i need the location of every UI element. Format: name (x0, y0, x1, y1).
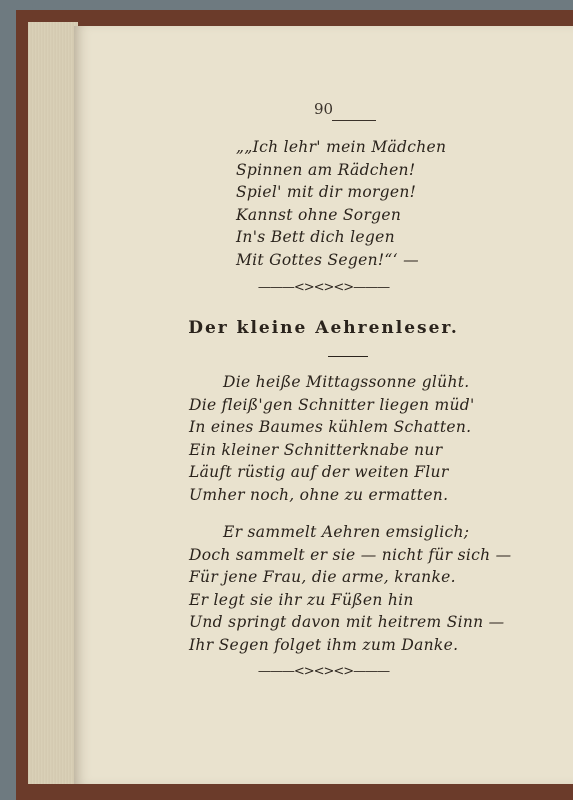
verse-line: Spiel' mit dir morgen! (236, 183, 417, 201)
verse-line: Er sammelt Aehren emsiglich; (223, 523, 470, 541)
ornament-divider: ———<><><>——— (257, 280, 390, 295)
verse-line: „„Ich lehr' mein Mädchen (236, 138, 447, 156)
page-number-rule (332, 120, 376, 121)
verse-line: Mit Gottes Segen!“‘ — (236, 250, 419, 269)
verse-line: Die fleiß'gen Schnitter liegen müd' (189, 395, 475, 414)
verse-line: Kannst ohne Sorgen (236, 205, 402, 224)
page-edges (28, 22, 78, 784)
book-page (74, 26, 573, 784)
poem-title: Der kleine Aehrenleser. (188, 318, 459, 338)
stanza-2 (189, 371, 475, 506)
verse-line: Doch sammelt er sie — nicht für sich — (189, 545, 512, 564)
verse-line: Und springt davon mit heitrem Sinn — (189, 613, 505, 631)
verse-line: Spinnen am Rädchen! (236, 160, 416, 179)
page-content (74, 26, 573, 784)
ornament-divider-end: ———<><><>——— (257, 664, 390, 679)
verse-line: Umher noch, ohne zu ermatten. (189, 485, 449, 504)
verse-line: Die heiße Mittagssonne glüht. (223, 373, 470, 391)
verse-line: In eines Baumes kühlem Schatten. (189, 418, 472, 436)
verse-line: Läuft rüstig auf der weiten Flur (189, 463, 449, 481)
verse-line: Für jene Frau, die arme, kranke. (189, 568, 456, 586)
verse-line: Er legt sie ihr zu Füßen hin (189, 590, 414, 609)
verse-line: Ein kleiner Schnitterknabe nur (189, 440, 443, 459)
page-number: 90 (313, 100, 334, 118)
title-rule (328, 356, 368, 357)
verse-line: In's Bett dich legen (236, 228, 395, 246)
stanza-3 (189, 521, 511, 656)
verse-line: Ihr Segen folget ihm zum Danke. (189, 635, 459, 654)
stanza-1 (236, 136, 446, 271)
